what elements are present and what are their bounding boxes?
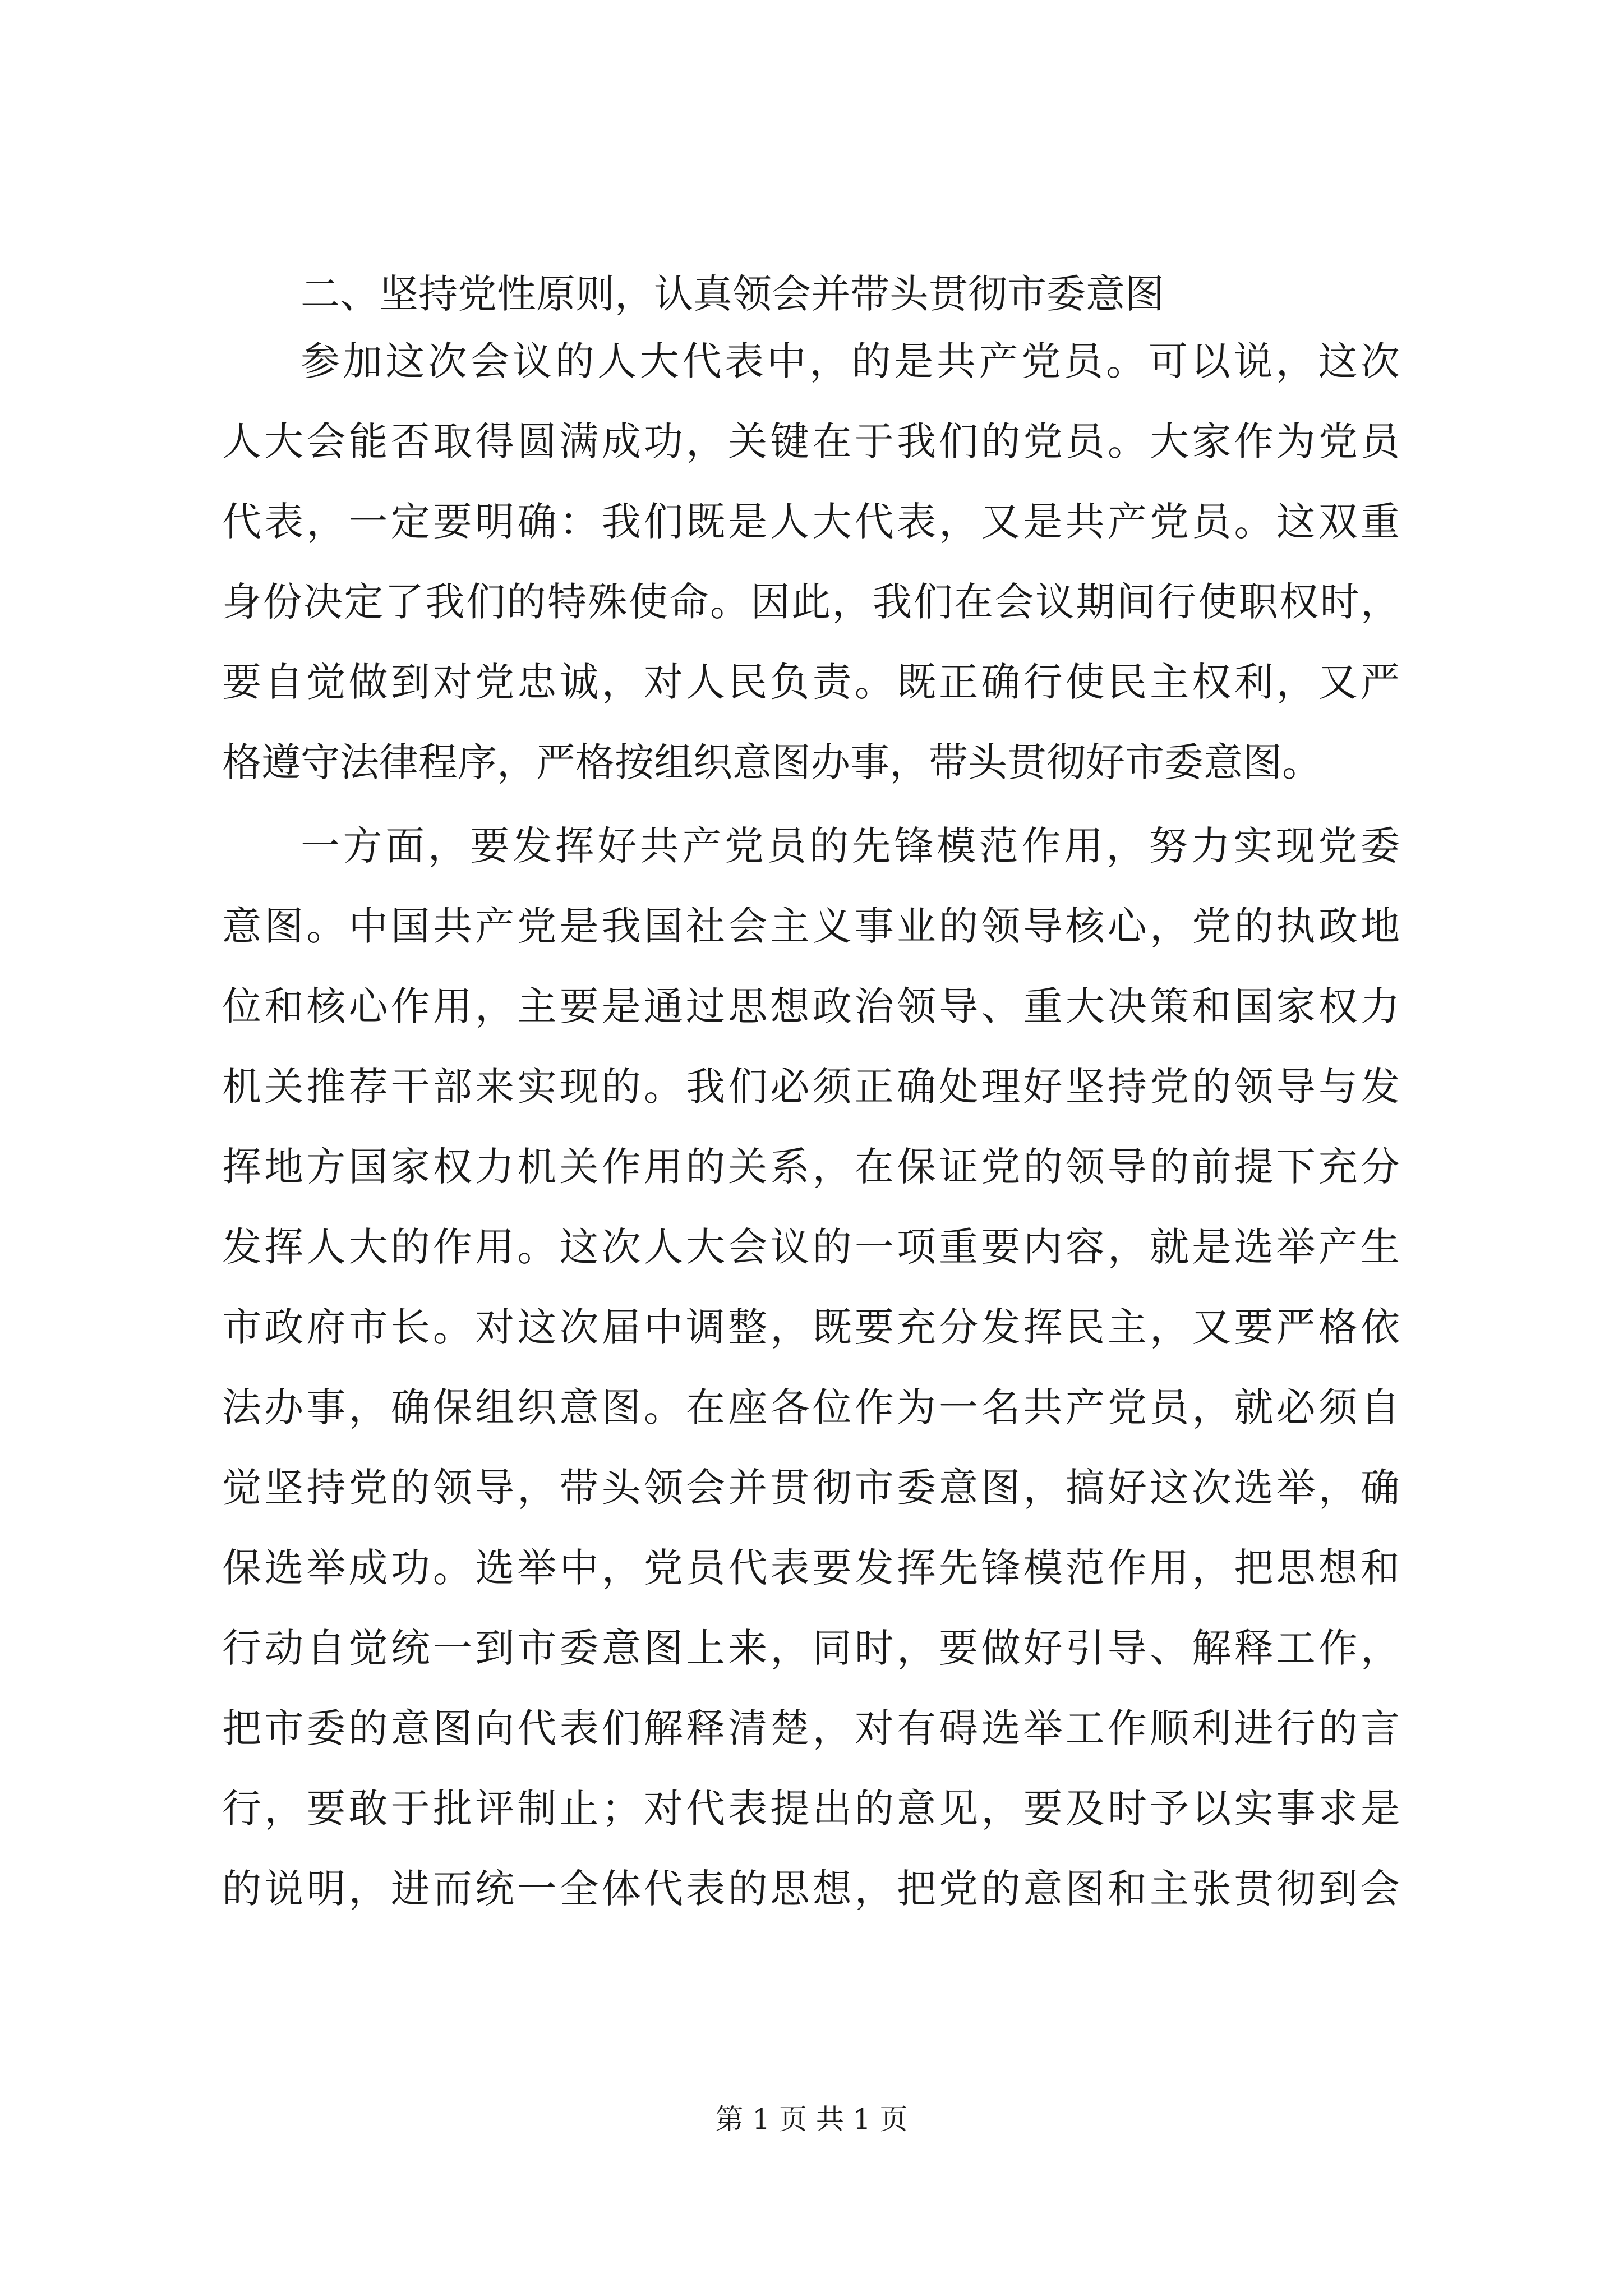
paragraph-line: 市政府市长。对这次届中调整，既要充分发挥民主，又要严格依: [222, 1304, 1400, 1350]
paragraph-line: 挥地方国家权力机关作用的关系，在保证党的领导的前提下充分: [222, 1144, 1400, 1190]
paragraph-line: 行，要敢于批评制止；对代表提出的意见，要及时予以实事求是: [222, 1786, 1400, 1832]
document-body: [222, 269, 1400, 1929]
paragraph-line: 意图。中国共产党是我国社会主义事业的领导核心，党的执政地: [222, 903, 1400, 949]
paragraph-2: [222, 806, 1400, 1929]
paragraph-1: [222, 321, 1400, 803]
page-footer: 第 1 页 共 1 页: [715, 2103, 908, 2136]
paragraph-line: 一方面，要发挥好共产党员的先锋模范作用，努力实现党委: [301, 823, 1400, 869]
paragraph-line: 参加这次会议的人大代表中，的是共产党员。可以说，这次: [301, 338, 1400, 384]
paragraph-line: 的说明，进而统一全体代表的思想，把党的意图和主张贯彻到会: [222, 1866, 1400, 1912]
paragraph-line: 发挥人大的作用。这次人大会议的一项重要内容，就是选举产生: [222, 1224, 1400, 1270]
paragraph-line: 法办事，确保组织意图。在座各位作为一名共产党员，就必须自: [222, 1384, 1400, 1430]
paragraph-line: 把市委的意图向代表们解释清楚，对有碍选举工作顺利进行的言: [222, 1705, 1400, 1751]
paragraph-line: 人大会能否取得圆满成功，关键在于我们的党员。大家作为党员: [222, 418, 1400, 464]
section-heading: 二、坚持党性原则，认真领会并带头贯彻市委意图: [301, 271, 1164, 317]
paragraph-line: 身份决定了我们的特殊使命。因此，我们在会议期间行使职权时，: [222, 579, 1400, 625]
paragraph-line: 格遵守法律程序，严格按组织意图办事，带头贯彻好市委意图。: [222, 739, 1321, 785]
paragraph-line: 觉坚持党的领导，带头领会并贯彻市委意图，搞好这次选举，确: [222, 1465, 1400, 1511]
paragraph-line: 机关推荐干部来实现的。我们必须正确处理好坚持党的领导与发: [222, 1064, 1400, 1110]
paragraph-line: 代表，一定要明确：我们既是人大代表，又是共产党员。这双重: [222, 499, 1400, 545]
paragraph-line: 行动自觉统一到市委意图上来，同时，要做好引导、解释工作，: [222, 1625, 1400, 1671]
paragraph-line: 要自觉做到对党忠诚，对人民负责。既正确行使民主权利，又严: [222, 659, 1400, 705]
paragraph-line: 位和核心作用，主要是通过思想政治领导、重大决策和国家权力: [222, 983, 1400, 1029]
paragraph-line: 保选举成功。选举中，党员代表要发挥先锋模范作用，把思想和: [222, 1545, 1400, 1591]
